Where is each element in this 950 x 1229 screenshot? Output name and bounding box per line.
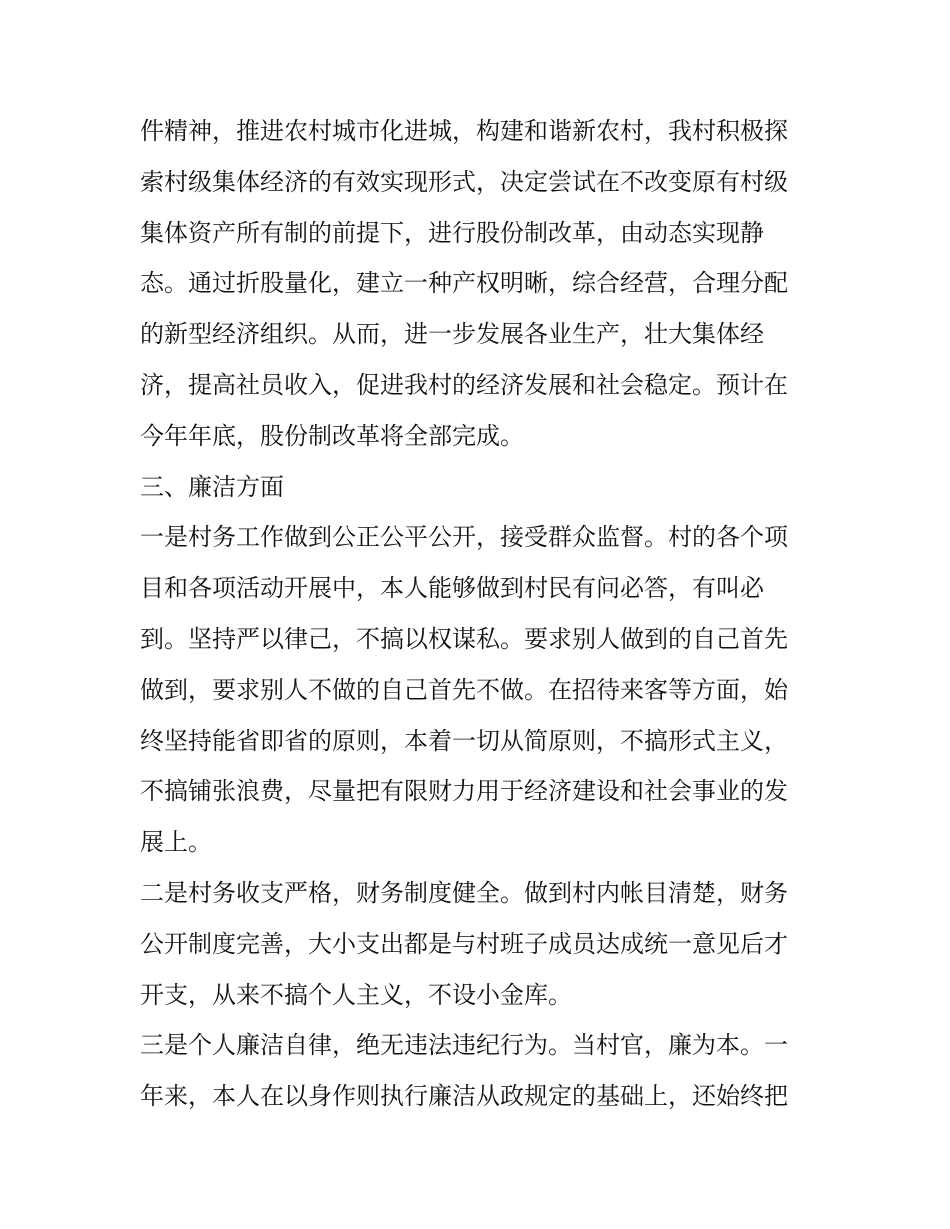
body-line: 开支，从来不搞个人主义，不设小金库。 <box>140 980 572 1009</box>
body-line: 一是村务工作做到公正公平公开，接受群众监督。村的各个项 <box>140 523 788 552</box>
body-line: 二是村务收支严格，财务制度健全。做到村内帐目清楚，财务 <box>140 878 788 907</box>
body-line: 目和各项活动开展中，本人能够做到村民有问必答，有叫必 <box>140 574 764 603</box>
body-line: 索村级集体经济的有效实现形式，决定尝试在不改变原有村级 <box>140 167 788 196</box>
body-line: 今年年底，股份制改革将全部完成。 <box>140 421 524 450</box>
body-line: 到。坚持严以律己，不搞以权谋私。要求别人做到的自己首先 <box>140 624 788 653</box>
body-line: 态。通过折股量化，建立一种产权明晰，综合经营，合理分配 <box>140 269 788 298</box>
body-line: 做到，要求别人不做的自己首先不做。在招待来客等方面，始 <box>140 675 788 704</box>
body-line: 展上。 <box>140 828 212 857</box>
body-line: 济，提高社员收入，促进我村的经济发展和社会稳定。预计在 <box>140 370 788 399</box>
body-line: 不搞铺张浪费，尽量把有限财力用于经济建设和社会事业的发 <box>140 777 788 806</box>
body-line: 三是个人廉洁自律，绝无违法违纪行为。当村官，廉为本。一 <box>140 1031 788 1060</box>
body-line: 集体资产所有制的前提下，进行股份制改革，由动态实现静 <box>140 218 764 247</box>
body-line: 件精神，推进农村城市化进城，构建和谐新农村，我村积极探 <box>140 117 788 145</box>
body-line: 公开制度完善，大小支出都是与村班子成员达成统一意见后才 <box>140 929 788 958</box>
body-line: 的新型经济组织。从而，进一步发展各业生产，壮大集体经 <box>140 320 764 349</box>
body-line: 终坚持能省即省的原则，本着一切从简原则，不搞形式主义， <box>140 726 788 755</box>
section-heading: 三、廉洁方面 <box>140 472 284 501</box>
document-body <box>140 106 820 1122</box>
body-line: 年来，本人在以身作则执行廉洁从政规定的基础上，还始终把 <box>140 1082 788 1111</box>
